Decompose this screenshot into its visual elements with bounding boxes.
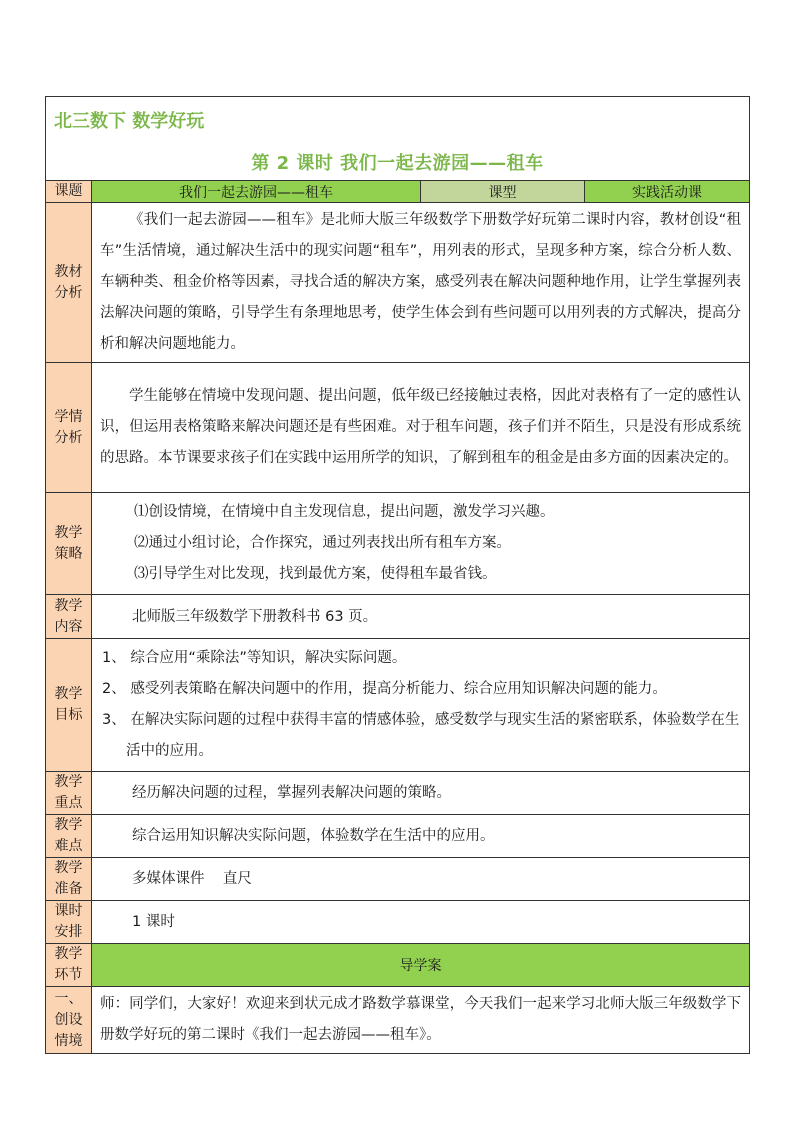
goal-item: 3、 在解决实际问题的过程中获得丰富的情感体验，感受数学与现实生活的紧密联系，体验数学在生活中的应用。 bbox=[102, 712, 740, 759]
strategy-list bbox=[92, 493, 750, 595]
schedule-label-line1: 课时 bbox=[54, 903, 83, 919]
prep-label-line1: 教学 bbox=[54, 860, 83, 876]
focus-row bbox=[46, 772, 750, 815]
process-label-line1: 教学 bbox=[54, 946, 83, 962]
strategy-item: ⑴创设情境，在情境中自主发现信息，提出问题，激发学习兴趣。 bbox=[134, 504, 555, 520]
goals-row bbox=[46, 639, 750, 772]
goal-item: 2、 感受列表策略在解决问题中的作用，提高分析能力、综合应用知识解决问题的能力。 bbox=[102, 681, 667, 697]
schedule-label bbox=[46, 901, 92, 944]
student-row bbox=[46, 363, 750, 493]
material-text: 《我们一起去游园——租车》是北师大版三年级数学下册数学好玩第二课时内容，教材创设“租车”生活情境，通过解决生活中的现实问题“租车”，用列表的形式，呈现多种方案，综合分析人数、车辆种类、租金价格等因素，寻找合适的解决方案，感受列表在解决问题种地作用，让学生掌握列表法解决问题的策略，引导学生有条理地思考，使学生体会到有些问题可以用列表的方式解决，提高分析和解决问题地能力。 bbox=[92, 203, 750, 363]
prep-label bbox=[46, 858, 92, 901]
student-label-line2: 分析 bbox=[54, 429, 83, 446]
goals-label bbox=[46, 639, 92, 772]
material-label-line1: 教材 bbox=[54, 263, 83, 280]
focus-text: 经历解决问题的过程，掌握列表解决问题的策略。 bbox=[92, 772, 750, 815]
step1-label-line2: 创设 bbox=[54, 1011, 83, 1028]
goals-list bbox=[92, 639, 750, 772]
focus-label-line1: 教学 bbox=[54, 774, 83, 790]
lesson-plan-sheet bbox=[45, 96, 749, 1054]
type-value: 实践活动课 bbox=[585, 181, 750, 203]
step1-text: 师：同学们，大家好！欢迎来到状元成才路数学慕课堂，今天我们一起来学习北师大版三年级数学下册数学好玩的第二课时《我们一起去游园——租车》。 bbox=[92, 987, 750, 1054]
strategy-row bbox=[46, 493, 750, 595]
type-label: 课型 bbox=[421, 181, 585, 203]
focus-label bbox=[46, 772, 92, 815]
difficulty-label bbox=[46, 815, 92, 858]
student-text: 学生能够在情境中发现问题、提出问题，低年级已经接触过表格，因此对表格有了一定的感性认识，但运用表格策略来解决问题还是有些困难。对于租车问题，孩子们并不陌生，只是没有形成系统的思路。本节课要求孩子们在实践中运用所学的知识，了解到租车的租金是由多方面的因素决定的。 bbox=[92, 363, 750, 493]
content-row bbox=[46, 595, 750, 639]
schedule-label-line2: 安排 bbox=[54, 924, 83, 940]
strategy-label bbox=[46, 493, 92, 595]
content-text: 北师版三年级数学下册教科书 63 页。 bbox=[92, 595, 750, 639]
prep-text: 多媒体课件 直尺 bbox=[92, 858, 750, 901]
header-cell bbox=[46, 97, 750, 181]
strategy-item: ⑶引导学生对比发现，找到最优方案，使得租车最省钱。 bbox=[134, 566, 497, 582]
student-label bbox=[46, 363, 92, 493]
difficulty-label-line1: 教学 bbox=[54, 817, 83, 833]
content-label bbox=[46, 595, 92, 639]
focus-label-line2: 重点 bbox=[54, 795, 83, 811]
process-label bbox=[46, 944, 92, 987]
strategy-label-line2: 策略 bbox=[54, 545, 83, 562]
topic-row bbox=[46, 181, 750, 203]
difficulty-text: 综合运用知识解决实际问题，体验数学在生活中的应用。 bbox=[92, 815, 750, 858]
difficulty-label-line2: 难点 bbox=[54, 838, 83, 854]
material-row bbox=[46, 203, 750, 363]
step1-label bbox=[46, 987, 92, 1054]
strategy-label-line1: 教学 bbox=[54, 524, 83, 541]
schedule-text: 1 课时 bbox=[92, 901, 750, 944]
process-heading: 导学案 bbox=[92, 944, 750, 987]
prep-label-line2: 准备 bbox=[54, 881, 83, 897]
lesson-title: 第 2 课时 我们一起去游园——租车 bbox=[251, 153, 544, 174]
goals-label-line2: 目标 bbox=[54, 707, 83, 723]
topic-label: 课题 bbox=[46, 181, 92, 203]
series-title: 北三数下 数学好玩 bbox=[54, 111, 205, 132]
schedule-row bbox=[46, 901, 750, 944]
step1-row bbox=[46, 987, 750, 1054]
content-label-line1: 教学 bbox=[54, 597, 83, 614]
goals-label-line1: 教学 bbox=[54, 686, 83, 702]
difficulty-row bbox=[46, 815, 750, 858]
material-label bbox=[46, 203, 92, 363]
content-label-line2: 内容 bbox=[54, 618, 83, 635]
process-label-line2: 环节 bbox=[54, 967, 83, 983]
lesson-plan-table bbox=[45, 96, 750, 1054]
header-row bbox=[46, 97, 750, 181]
prep-row bbox=[46, 858, 750, 901]
material-label-line2: 分析 bbox=[54, 284, 83, 301]
process-row bbox=[46, 944, 750, 987]
topic-value: 我们一起去游园——租车 bbox=[92, 181, 421, 203]
strategy-item: ⑵通过小组讨论，合作探究，通过列表找出所有租车方案。 bbox=[134, 535, 511, 551]
student-label-line1: 学情 bbox=[54, 408, 83, 425]
goal-item: 1、 综合应用“乘除法”等知识，解决实际问题。 bbox=[102, 650, 407, 666]
step1-label-line1: 一、 bbox=[54, 990, 83, 1007]
step1-label-line3: 情境 bbox=[54, 1032, 83, 1049]
